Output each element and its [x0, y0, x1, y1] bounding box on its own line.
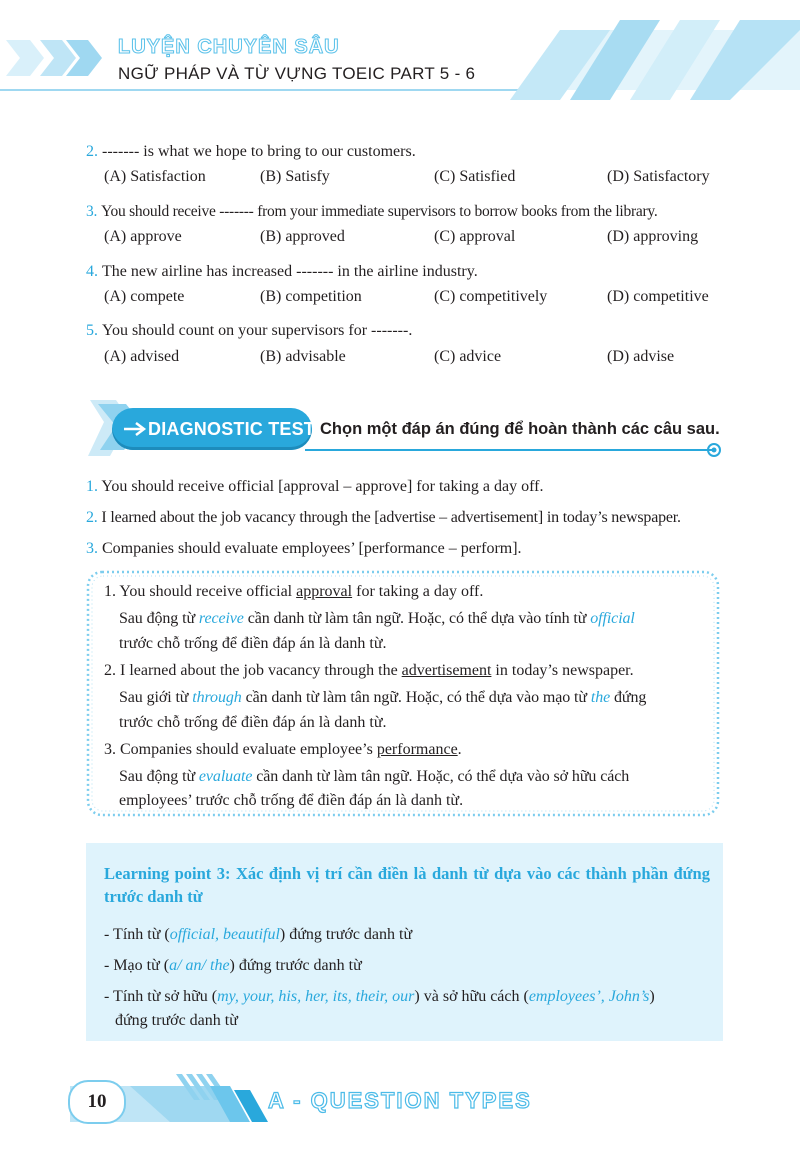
option-c: (C) advice	[434, 348, 502, 365]
explanation-2-line-1	[119, 688, 646, 708]
question-4	[86, 262, 478, 282]
lp-keyword: a/ an/ the	[169, 957, 230, 974]
lp-keyword: my, your, his, her, its, their, our	[217, 988, 415, 1005]
page-number: 10	[68, 1080, 126, 1124]
answer-word: approval	[296, 583, 353, 600]
option-d: (D) Satisfactory	[607, 168, 710, 185]
lp-text: - Tính từ (	[104, 926, 170, 943]
question-3-options	[104, 228, 744, 248]
question-number: 3.	[86, 203, 98, 220]
option-b: (B) advisable	[260, 348, 346, 365]
answer-text: 2. I learned about the job vacancy through the	[104, 662, 402, 679]
diagnostic-item-1	[86, 478, 544, 496]
question-text: You should receive ------- from your immediate supervisors to borrow books from the library.	[101, 203, 658, 220]
answer-text: 1. You should receive official	[104, 583, 297, 600]
question-number: 2.	[86, 143, 98, 160]
option-a: (A) compete	[104, 288, 185, 305]
series-title: LUYỆN CHUYÊN SÂU	[118, 36, 340, 58]
item-number: 2.	[86, 509, 98, 526]
question-5	[86, 321, 412, 341]
answer-2	[104, 661, 634, 681]
exp-keyword-2: the	[590, 689, 611, 706]
item-number: 3.	[86, 540, 98, 557]
exp-text: Sau giới từ	[119, 689, 193, 706]
item-number: 1.	[86, 478, 98, 495]
learning-point-title: Learning point 3: Xác định vị trí cần điền là danh từ dựa vào các thành phần đứng trước danh từ	[104, 864, 710, 906]
explanation-2-line-2: trước chỗ trống để điền đáp án là danh từ.	[119, 714, 387, 731]
exp-keyword: evaluate	[198, 768, 253, 785]
option-d: (D) competitive	[607, 288, 709, 305]
option-b: (B) approved	[260, 228, 345, 245]
question-number: 4.	[86, 263, 98, 280]
question-text: ------- is what we hope to bring to our customers.	[102, 143, 416, 160]
explanation-3-line-2: employees’ trước chỗ trống để điền đáp án là danh từ.	[119, 792, 464, 809]
lp-text-end: ) đứng trước danh từ	[229, 957, 362, 974]
question-text: The new airline has increased ------- in the airline industry.	[102, 263, 478, 280]
explanation-1-line-1	[119, 609, 635, 629]
learning-point-line-3	[104, 986, 655, 1008]
diagnostic-underline	[305, 449, 713, 451]
question-3	[86, 202, 658, 222]
option-d: (D) approving	[607, 228, 699, 245]
question-5-options	[104, 348, 744, 368]
question-2	[86, 142, 416, 162]
item-text: I learned about the job vacancy through the [advertise – advertisement] in today’s newspaper.	[101, 509, 681, 526]
option-b: (B) competition	[260, 288, 362, 305]
explanation-3-line-1	[119, 767, 629, 787]
exp-keyword: receive	[198, 610, 244, 627]
answer-3	[104, 740, 462, 760]
option-a: (A) approve	[104, 228, 182, 245]
diagnostic-item-2	[86, 509, 681, 527]
answer-word: performance	[376, 741, 458, 758]
answer-1	[104, 582, 483, 602]
book-title: NGỮ PHÁP VÀ TỪ VỰNG TOEIC PART 5 - 6	[118, 64, 476, 83]
lp-text-mid: ) và sở hữu cách (	[414, 988, 529, 1005]
learning-point-line-4: đứng trước danh từ	[115, 1012, 238, 1029]
diagnostic-label: DIAGNOSTIC TEST 3	[148, 419, 331, 439]
item-text: You should receive official [approval – approve] for taking a day off.	[101, 478, 544, 495]
exp-text-mid: cần danh từ làm tân ngữ. Hoặc, có thể dựa vào mạo từ	[241, 689, 591, 706]
exp-text: Sau động từ	[119, 610, 199, 627]
answer-text-end: for taking a day off.	[352, 583, 484, 600]
lp-text-end: ) đứng trước danh từ	[279, 926, 413, 943]
lp-text: - Tính từ sở hữu (	[104, 988, 218, 1005]
learning-point-line-1	[104, 924, 412, 946]
exp-text-mid: cần danh từ làm tân ngữ. Hoặc, có thể dựa vào sở hữu cách	[252, 768, 630, 785]
learning-point-line-2	[104, 955, 362, 977]
question-2-options	[104, 168, 744, 188]
lp-text-end: )	[649, 988, 655, 1005]
item-text: Companies should evaluate employees’ [performance – perform].	[102, 540, 522, 557]
lp-keyword: official, beautiful	[169, 926, 280, 943]
lp-keyword-2: employees’, John’s	[528, 988, 650, 1005]
exp-text-end: đứng	[610, 689, 647, 706]
explanation-1-line-2: trước chỗ trống để điền đáp án là danh từ.	[119, 635, 387, 652]
question-4-options	[104, 288, 744, 308]
answer-word: advertisement	[401, 662, 492, 679]
answer-text-end: .	[457, 741, 462, 758]
exp-keyword: through	[192, 689, 242, 706]
option-d: (D) advise	[607, 348, 675, 365]
exp-text: Sau động từ	[119, 768, 199, 785]
question-text: You should count on your supervisors for -------.	[102, 322, 413, 339]
footer-section-title: A - QUESTION TYPES	[268, 1088, 532, 1113]
question-number: 5.	[86, 322, 98, 339]
diagnostic-item-3	[86, 540, 522, 558]
answer-text: 3. Companies should evaluate employee’s	[104, 741, 377, 758]
option-c: (C) approval	[434, 228, 516, 245]
option-a: (A) advised	[104, 348, 180, 365]
option-c: (C) Satisfied	[434, 168, 516, 185]
diagnostic-instruction: Chọn một đáp án đúng để hoàn thành các câu sau.	[320, 420, 720, 438]
exp-keyword-2: official	[590, 610, 635, 627]
answer-text-end: in today’s newspaper.	[491, 662, 634, 679]
arrow-right-icon	[122, 421, 148, 437]
exp-text-mid: cần danh từ làm tân ngữ. Hoặc, có thể dựa vào tính từ	[243, 610, 591, 627]
option-b: (B) Satisfy	[260, 168, 330, 185]
lp-text: - Mạo từ (	[104, 957, 170, 974]
option-a: (A) Satisfaction	[104, 168, 206, 185]
option-c: (C) competitively	[434, 288, 548, 305]
